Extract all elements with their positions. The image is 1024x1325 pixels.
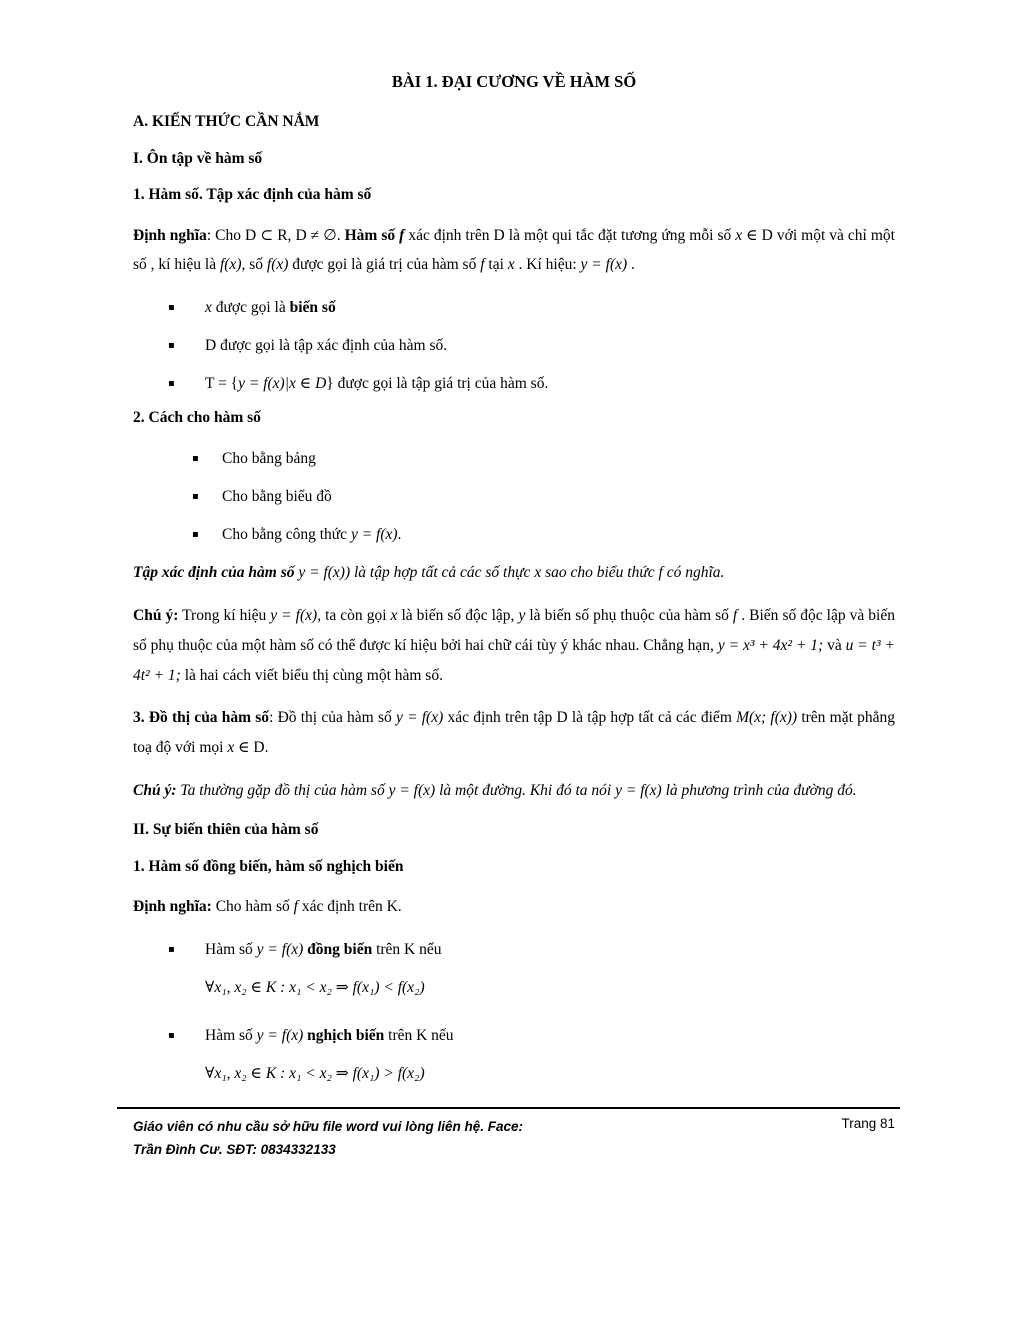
list-item bbox=[168, 293, 895, 323]
definition-bullet-list bbox=[133, 293, 895, 399]
bullet-icon: ▪ bbox=[168, 1029, 175, 1041]
bullet-icon: ▪ bbox=[168, 340, 175, 352]
list-item-text: Cho bằng biểu đồ bbox=[222, 487, 332, 505]
page-title: BÀI 1. ĐẠI CƯƠNG VỀ HÀM SỐ bbox=[391, 72, 637, 91]
footer-contact-info bbox=[133, 1115, 523, 1162]
list-item-text: D được gọi là tập xác định của hàm số. bbox=[205, 337, 448, 355]
list-item bbox=[168, 1021, 895, 1051]
section-ii-heading: II. Sự biến thiên của hàm số bbox=[133, 821, 319, 839]
page-number: Trang 81 bbox=[841, 1115, 895, 1131]
footer-contact-line2: Trần Đình Cư. SĐT: 0834332133 bbox=[133, 1142, 336, 1158]
bullet-icon: ▪ bbox=[192, 452, 199, 464]
bullet-icon: ▪ bbox=[168, 943, 175, 955]
page-footer bbox=[133, 1109, 895, 1162]
monotonicity-list bbox=[133, 935, 895, 965]
definition-2-paragraph: Định nghĩa: Cho hàm số f xác định trên K. bbox=[133, 898, 402, 916]
note-1-paragraph: Chú ý: Trong kí hiệu y = f(x), ta còn gọi x là biến số độc lập, y là biến số phụ thuộc của hàm số f . Biến số độc lập và biến số phụ thuộc của một hàm số có thể được kí hiệu bởi hai chữ cái tùy ý khác nhau. Chẳng hạn, y = x³ + 4x² + 1; và u = t³ + 4t² + 1; là hai cách viết biểu thị cùng một hàm số. bbox=[133, 606, 895, 684]
bullet-icon: ▪ bbox=[168, 378, 175, 390]
section-a-heading: A. KIẾN THỨC CẦN NẮM bbox=[133, 113, 320, 131]
list-item-text: Cho bằng bảng bbox=[222, 449, 316, 467]
list-item-text: T = {y = f(x)|x ∈ D} được gọi là tập giá trị của hàm số. bbox=[205, 375, 549, 393]
subsection-ii1-heading: 1. Hàm số đồng biến, hàm số nghịch biến bbox=[133, 857, 404, 875]
list-item bbox=[192, 482, 895, 512]
section-i-heading: I. Ôn tập về hàm số bbox=[133, 149, 263, 167]
list-item bbox=[168, 935, 895, 965]
subsection-2-heading: 2. Cách cho hàm số bbox=[133, 409, 261, 427]
bullet-icon: ▪ bbox=[168, 302, 175, 314]
list-item bbox=[168, 331, 895, 361]
decreasing-formula: ∀x₁, x₂ ∈ K : x₁ < x₂ ⇒ f(x₁) > f(x₂) bbox=[205, 1064, 425, 1082]
monotonicity-list bbox=[133, 1021, 895, 1051]
subsection-1-heading: 1. Hàm số. Tập xác định của hàm số bbox=[133, 186, 372, 204]
list-item-text: x được gọi là biến số bbox=[205, 299, 336, 317]
bullet-icon: ▪ bbox=[192, 528, 199, 540]
domain-note-paragraph: Tập xác định của hàm số y = f(x)) là tập hợp tất cả các số thực x sao cho biểu thức f có nghĩa. bbox=[133, 563, 725, 581]
footer-contact-line1: Giáo viên có nhu cầu sở hữu file word vui lòng liên hệ. Face: bbox=[133, 1118, 524, 1134]
bullet-icon: ▪ bbox=[192, 490, 199, 502]
list-item-text: Hàm số y = f(x) nghịch biến trên K nếu bbox=[205, 1026, 454, 1044]
note-2-paragraph: Chú ý: Ta thường gặp đồ thị của hàm số y = f(x) là một đường. Khi đó ta nói y = f(x) là phương trình của đường đó. bbox=[133, 782, 857, 800]
list-item bbox=[192, 520, 895, 550]
increasing-formula: ∀x₁, x₂ ∈ K : x₁ < x₂ ⇒ f(x₁) < f(x₂) bbox=[205, 978, 425, 996]
list-item bbox=[168, 369, 895, 399]
definition-paragraph: Định nghĩa: Cho D ⊂ R, D ≠ ∅. Hàm số f xác định trên D là một qui tắc đặt tương ứng mỗi số x ∈ D với một và chỉ một số , kí hiệu là f(x), số f(x) được gọi là giá trị của hàm số f tại x . Kí hiệu: y = f(x) . bbox=[133, 226, 895, 274]
list-item-text: Cho bằng công thức y = f(x). bbox=[222, 525, 402, 543]
list-item bbox=[192, 444, 895, 474]
graph-definition-paragraph: 3. Đồ thị của hàm số: Đồ thị của hàm số y = f(x) xác định trên tập D là tập hợp tất cả các điểm M(x; f(x)) trên mặt phẳng toạ độ với mọi x ∈ D. bbox=[133, 709, 895, 757]
list-item-text: Hàm số y = f(x) đồng biến trên K nếu bbox=[205, 940, 442, 958]
function-forms-list bbox=[133, 444, 895, 550]
